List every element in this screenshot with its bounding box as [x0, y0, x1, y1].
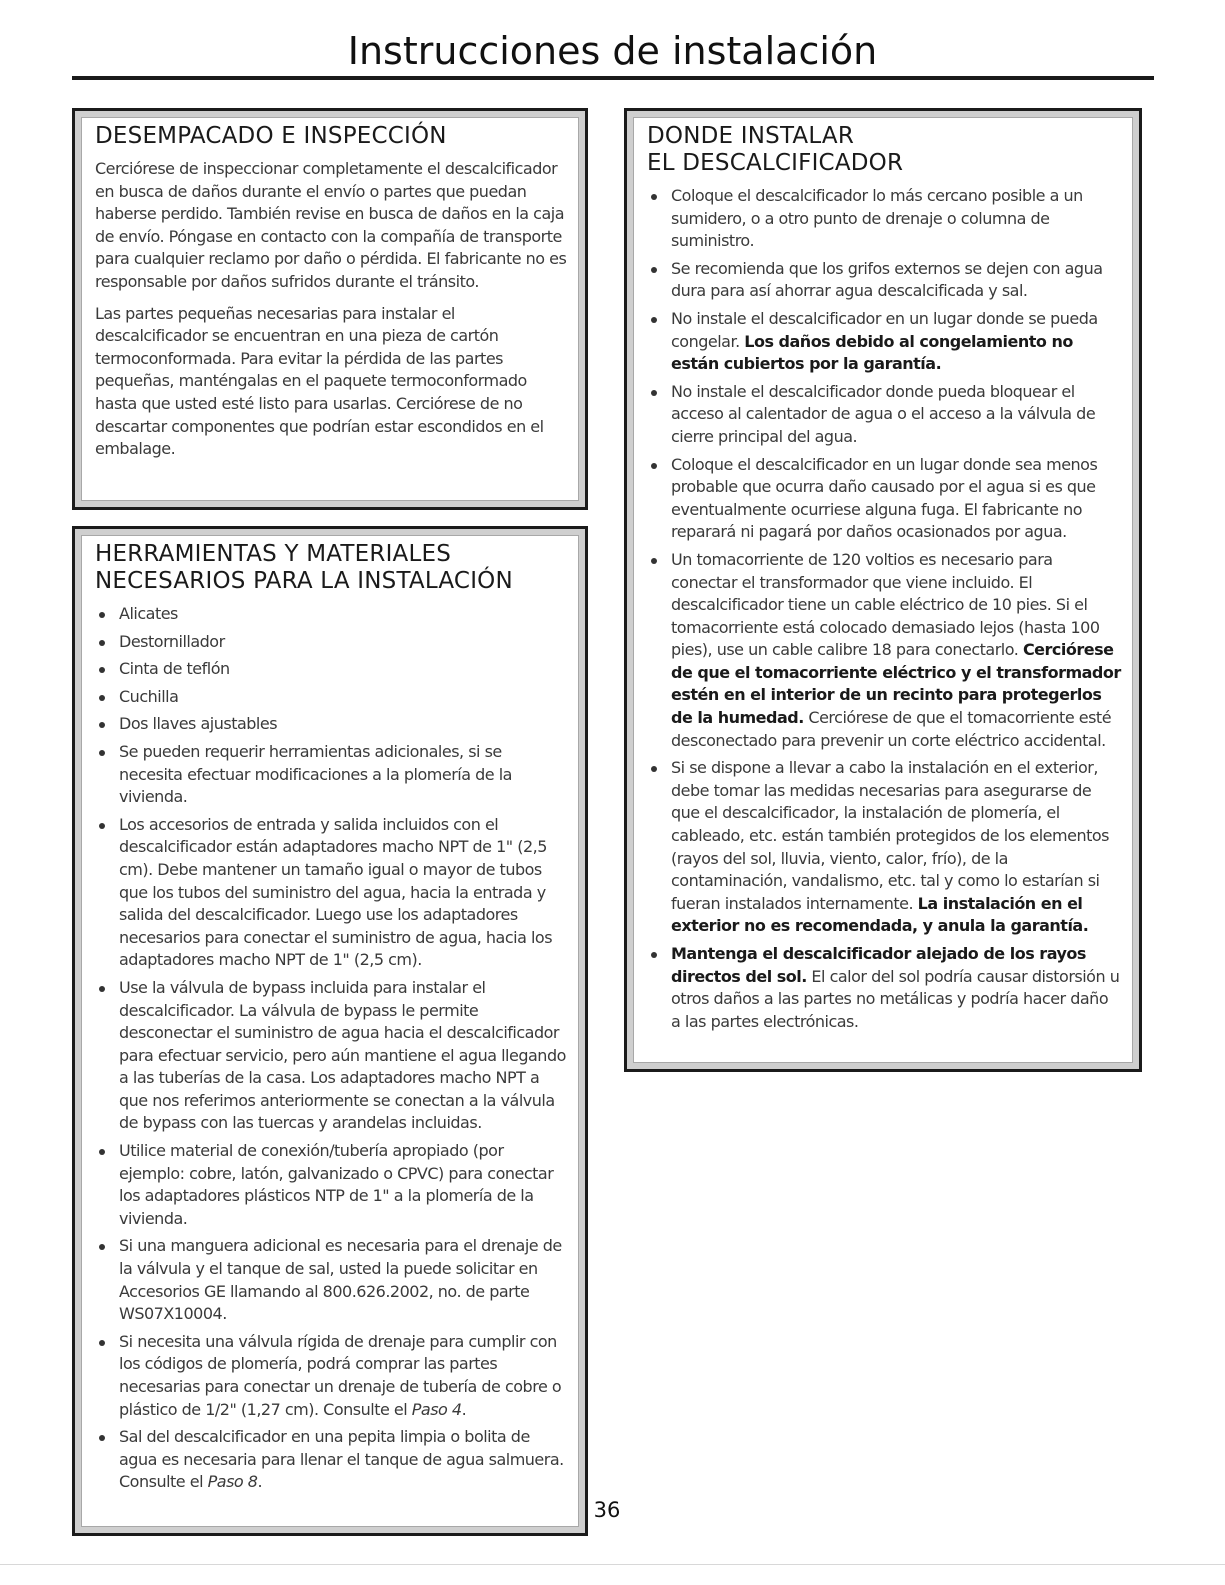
- section-heading: DESEMPACADO E INSPECCIÓN: [95, 123, 447, 149]
- list-item-text: Si una manguera adicional es necesaria para el drenaje de la válvula y el tanque de sal, usted la puede solicitar en Accesorios GE llamando al 800.626.2002, no. de parte WS07X10004.: [119, 1236, 562, 1324]
- bullet-icon: [99, 722, 105, 728]
- bullet-icon: [99, 1244, 105, 1250]
- bullet-icon: [99, 1149, 105, 1155]
- list-item: [95, 713, 567, 736]
- location-list: [647, 185, 1121, 1033]
- bullet-icon: [99, 1435, 105, 1441]
- bullet-icon: [651, 267, 657, 273]
- paragraph: Cerciórese de inspeccionar completamente el descalcificador en busca de daños durante el envío o partes que puedan haberse perdido. También revise en busca de daños en la caja de envío. Póngase en contacto con la compañía de transporte para cualquier reclamo por daño o pérdida. El fabricante no es responsable por daños sufridos durante el tránsito.: [95, 159, 567, 291]
- list-item-text: Si se dispone a llevar a cabo la instalación en el exterior, debe tomar las medidas necesarias para asegurarse de que el descalcificador, la instalación de plomería, el cableado, etc. están también protegidos de los elementos (rayos del sol, lluvia, viento, calor, frío), de la contaminación, vandalismo, etc. tal y como lo estarían si fueran instalados internamente.: [671, 758, 1109, 913]
- bullet-icon: [99, 1340, 105, 1346]
- title-divider: [72, 76, 1154, 80]
- list-item: [95, 631, 567, 654]
- list-item: [95, 1140, 567, 1230]
- list-item-text: Destornillador: [119, 631, 225, 651]
- electrical-warning: Cerciórese de que el tomacorriente eléctrico y el transformador estén en el interior de un recinto para protegerlos de la humedad.: [671, 640, 1121, 728]
- bullet-icon: [99, 750, 105, 756]
- warranty-warning: Los daños debido al congelamiento no están cubiertos por la garantía.: [671, 331, 1073, 374]
- list-item-text: Sal del descalcificador en una pepita limpia o bolita de agua es necesaria para llenar el tanque de agua salmuera. Consulte el: [119, 1427, 564, 1492]
- list-item-text: Alicates: [119, 604, 178, 623]
- outdoor-warning: La instalación en el exterior no es recomendada, y anula la garantía.: [671, 893, 1089, 936]
- bullet-icon: [99, 986, 105, 992]
- section-heading-line: NECESARIOS PARA LA INSTALACIÓN: [95, 568, 513, 594]
- list-item: [647, 381, 1121, 449]
- bullet-icon: [99, 612, 105, 618]
- step-reference: Paso 4: [411, 1399, 462, 1419]
- list-item-text: Cinta de teflón: [119, 659, 230, 679]
- list-item: [95, 977, 567, 1135]
- bullet-icon: [651, 463, 657, 469]
- bullet-icon: [651, 952, 657, 958]
- list-item: [647, 454, 1121, 544]
- section-heading-line: DONDE INSTALAR: [647, 123, 855, 149]
- list-item-text: Coloque el descalcificador lo más cercano posible a un sumidero, o a otro punto de drenaje o columna de suministro.: [671, 186, 1083, 251]
- list-item: [647, 943, 1121, 1033]
- list-item: [95, 1426, 567, 1494]
- section-heading-line: HERRAMIENTAS Y MATERIALES: [95, 541, 452, 567]
- bullet-icon: [651, 558, 657, 564]
- step-reference: Paso 8: [207, 1472, 258, 1492]
- list-item-text: Cuchilla: [119, 686, 179, 706]
- list-item-text: Dos llaves ajustables: [119, 714, 278, 734]
- list-item-text: No instale el descalcificador en un lugar donde se pueda congelar.: [671, 308, 1098, 351]
- list-item-text: Use la válvula de bypass incluida para instalar el descalcificador. La válvula de bypass le permite desconectar el suministro de agua hacia el descalcificador para efectuar servicio, pero aún mantiene el agua llegando a las tuberías de la casa. Los adaptadores macho NPT a que nos referimos anteriormente se conectan a la válvula de bypass con las tuercas y arandelas incluidas.: [119, 977, 566, 1133]
- bullet-icon: [651, 390, 657, 396]
- section-heading-line: EL DESCALCIFICADOR: [647, 150, 904, 176]
- list-item-text: Coloque el descalcificador en un lugar donde sea menos probable que ocurra daño causado por el agua si es que eventualmente ocurriese alguna fuga. El fabricante no reparará ni pagará por daños ocasionados por agua.: [671, 454, 1098, 542]
- list-item: [95, 1235, 567, 1325]
- list-item: [95, 1331, 567, 1421]
- list-item: [95, 658, 567, 681]
- tools-section: [72, 526, 588, 1536]
- bullet-icon: [99, 823, 105, 829]
- bullet-icon: [651, 766, 657, 772]
- list-item: [647, 308, 1121, 376]
- tools-list: [95, 603, 567, 1494]
- list-item-text: Los accesorios de entrada y salida incluidos con el descalcificador están adaptadores macho NPT de 1" (2,5 cm). Debe mantener un tamaño igual o mayor de tubos que los tubos del suministro del agua, hacia la entrada y salida del descalcificador. Luego use los adaptadores necesarios para conectar el suministro de agua, hacia los adaptadores macho NPT de 1" (2,5 cm).: [119, 814, 553, 970]
- list-item: [647, 185, 1121, 253]
- list-item: [95, 814, 567, 972]
- list-item-text: No instale el descalcificador donde pueda bloquear el acceso al calentador de agua o el acceso a la válvula de cierre principal del agua.: [671, 381, 1096, 446]
- list-item-text: .: [257, 1472, 263, 1492]
- section-heading: [95, 541, 567, 595]
- section-heading: [647, 123, 1121, 177]
- bullet-icon: [651, 317, 657, 323]
- list-item-text: Si necesita una válvula rígida de drenaje para cumplir con los códigos de plomería, podrá comprar las partes necesarias para conectar un drenaje de tubería de cobre o plástico de 1/2" (1,27 cm). Consulte el: [119, 1331, 562, 1419]
- list-item: [95, 686, 567, 709]
- list-item-text: .: [461, 1399, 467, 1419]
- bullet-icon: [99, 695, 105, 701]
- list-item-text: Se recomienda que los grifos externos se dejen con agua dura para así ahorrar agua descalcificada y sal.: [671, 258, 1103, 301]
- bullet-icon: [651, 194, 657, 200]
- list-item: [647, 258, 1121, 303]
- bullet-icon: [99, 640, 105, 646]
- list-item-text: Un tomacorriente de 120 voltios es necesario para conectar el transformador que viene incluido. El descalcificador tiene un cable eléctrico de 10 pies. Si el tomacorriente está colocado demasiado lejos (hasta 100 pies), use un cable calibre 18 para conectarlo.: [671, 549, 1100, 660]
- list-item: [647, 757, 1121, 938]
- bullet-icon: [99, 667, 105, 673]
- list-item: [647, 549, 1121, 752]
- list-item: [95, 603, 567, 626]
- list-item-text: El calor del sol podría causar distorsión u otros daños a las partes no metálicas y podría hacer daño a las partes electrónicas.: [671, 966, 1120, 1031]
- sunlight-warning: Mantenga el descalcificador alejado de los rayos directos del sol.: [671, 944, 1086, 986]
- page-number: 36: [593, 1498, 621, 1522]
- list-item: [95, 741, 567, 809]
- page-title: Instrucciones de instalación: [347, 29, 878, 73]
- bottom-divider: [0, 1564, 1225, 1565]
- list-item-text: Utilice material de conexión/tubería apropiado (por ejemplo: cobre, latón, galvanizado o CPVC) para conectar los adaptadores plásticos NTP de 1" a la plomería de la vivienda.: [119, 1141, 554, 1228]
- unpacking-section: [72, 108, 588, 510]
- list-item-text: Se pueden requerir herramientas adicionales, si se necesita efectuar modificaciones a la plomería de la vivienda.: [119, 741, 512, 807]
- location-section: [624, 108, 1142, 1072]
- paragraph: Las partes pequeñas necesarias para instalar el descalcificador se encuentran en una pieza de cartón termoconformada. Para evitar la pérdida de las partes pequeñas, manténgalas en el paquete termoconformado hasta que usted esté listo para usarlas. Cerciórese de no descartar componentes que podrían estar escondidos en el embalage.: [95, 303, 544, 459]
- list-item-text: Cerciórese de que el tomacorriente esté desconectado para prevenir un corte eléctrico accidental.: [671, 708, 1112, 750]
